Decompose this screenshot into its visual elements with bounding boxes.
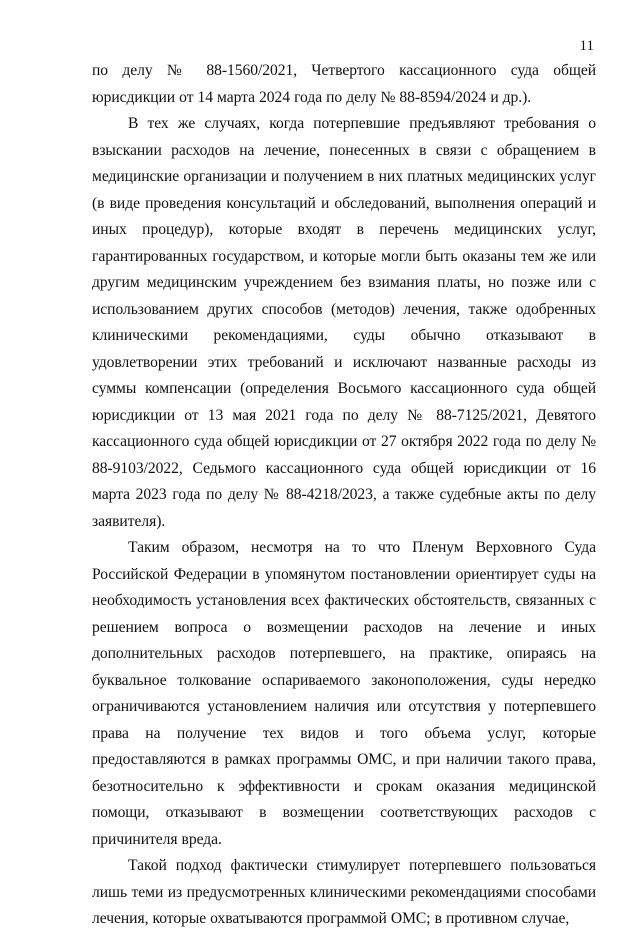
- paragraph: Таким образом, несмотря на то что Пленум Верховного Суда Российской Федерации в упомянутом постановлении ориентирует суды на необходимость установления всех фактических обстоятельств, связанных с решением вопроса о возмещении расходов на лечение и иных дополнительных расходов потерпевшего, на практике, опираясь на буквальное толкование оспариваемого законоположения, суды нередко ограничиваются установлением наличия или отсутствия у потерпевшего права на получение тех видов и того объема услуг, которые предоставляются в рамках программы ОМС, и при наличии такого права, безотносительно к эффективности и срокам оказания медицинской помощи, отказывают в возмещении соответствующих расходов с причинителя вреда.: [92, 539, 596, 848]
- paragraph: В тех же случаях, когда потерпевшие предъявляют требования о взыскании расходов на лечение, понесенных в связи с обращением в медицинские организации и получением в них платных медицинских услуг (в виде проведения консультаций и обследований, выполнения операций и иных процедур), которые входят в перечень медицинских услуг, гарантированных государством, и которые могли быть оказаны тем же или другим медицинским учреждением без взимания платы, но позже или с использованием других способов (методов) лечения, также одобренных клиническими рекомендациями, суды обычно отказывают в удовлетворении этих требований и исключают названные расходы из суммы компенсации (определения Восьмого кассационного суда общей юрисдикции от 13 мая 2021 года по делу № 88-7125/2021, Девятого кассационного суда общей юрисдикции от 27 октября 2022 года по делу № 88-9103/2022, Седьмого кассационного суда общей юрисдикции от 16 марта 2023 года по делу № 88-4218/2023, а также судебные акты по делу заявителя).: [92, 115, 596, 530]
- paragraph: Такой подход фактически стимулирует потерпевшего пользоваться лишь теми из предусмотренных клиническими рекомендациями способами лечения, которые охватываются программой ОМС; в противном случае,: [92, 857, 596, 927]
- paragraph-continuation: по делу № 88-1560/2021, Четвертого кассационного суда общей юрисдикции от 14 марта 2024 года по делу № 88-8594/2024 и др.).: [92, 62, 596, 106]
- page-number: 11: [579, 38, 594, 54]
- document-body: [92, 58, 596, 933]
